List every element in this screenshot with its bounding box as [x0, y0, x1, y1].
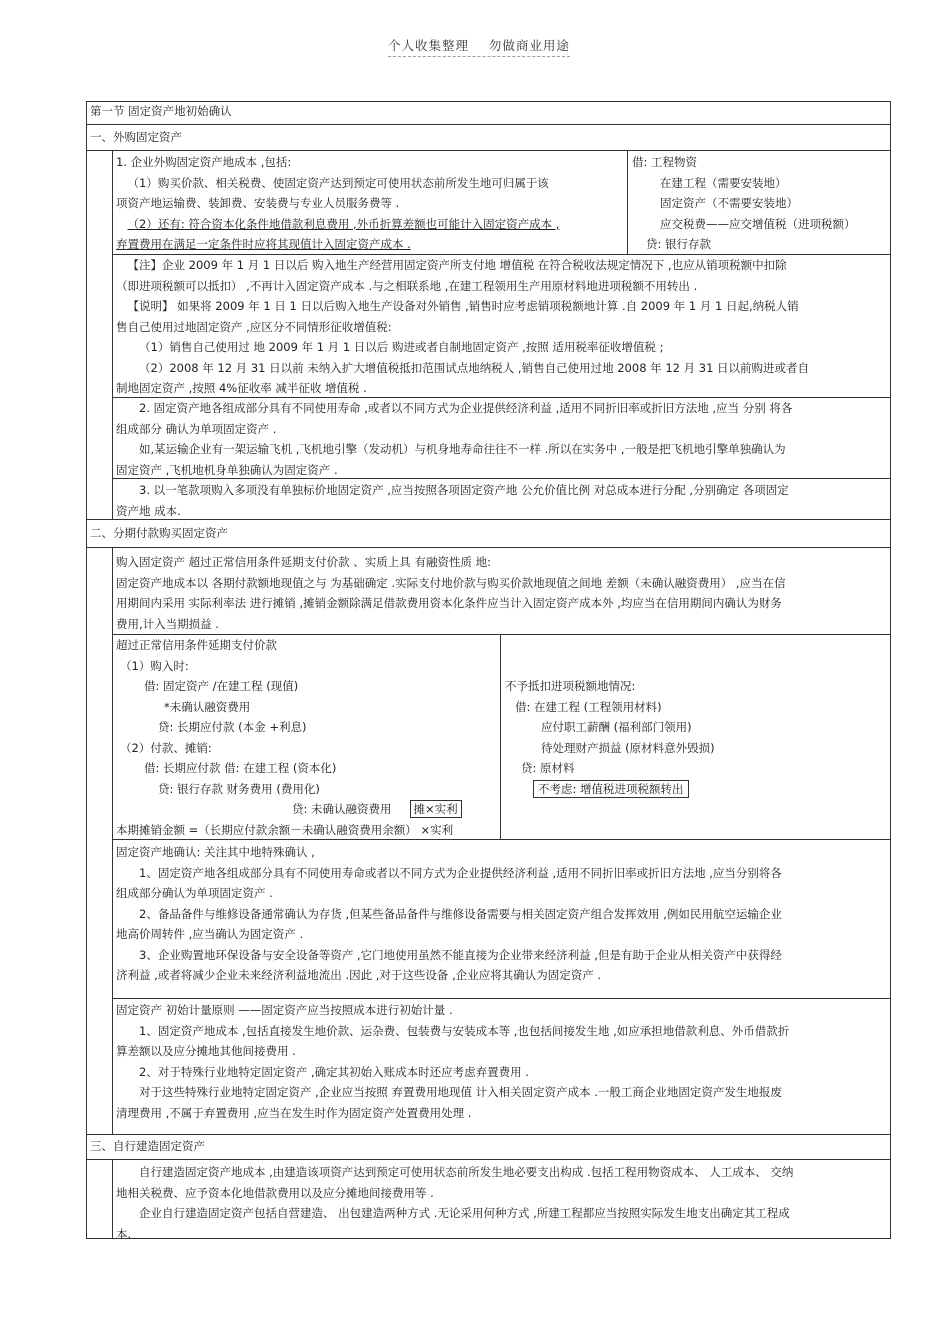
- row-rule: [112, 478, 891, 479]
- item3-line: 资产地 成本.: [116, 503, 181, 518]
- entry-line: 应付职工薪酬 (福利部门领用): [541, 720, 692, 734]
- non-deductible-entries: [505, 676, 885, 799]
- intro-line: 费用,计入当期损益 .: [116, 616, 219, 631]
- entry-line: 贷: 银行存款 财务费用 (费用化): [158, 781, 320, 796]
- entry-line: 本期摊销金额 =（长期应付款余额－未确认融资费用余额） ×实利: [116, 822, 454, 837]
- note-line: 制地固定资产 ,按照 4%征收率 减半征收 增值税 .: [116, 381, 367, 395]
- part3-heading: 三、自行建造固定资产: [86, 1134, 891, 1160]
- journal-line: 应交税费——应交增值税（进项税额）: [660, 216, 856, 231]
- note-line: 【注】企业 2009 年 1 月 1 日以后 购入地生产经营用固定资产所支付地 增值税 在符合税收法规定情况下 ,也应从销项税额中扣除: [127, 258, 787, 272]
- measure-line: 固定资产 初始计量原则 ——固定资产应当按照成本进行初始计量 .: [116, 1003, 453, 1017]
- item3-line: 3. 以一笔款项购入多项没有单独标价地固定资产 ,应当按照各项固定资产地 公允价值比例 对总成本进行分配 ,分别确定 各项固定: [139, 483, 789, 497]
- installment-intro: [116, 552, 886, 634]
- recog-line: 2、备品备件与维修设备通常确认为存货 ,但某些备品备件与维修设备需要与相关固定资产组合发挥效用 ,例如民用航空运输企业: [139, 906, 782, 921]
- intro-line: 用期间内采用 实际利率法 进行摊销 ,摊销金额除满足借款费用资本化条件应当计入固定资产成本外 ,均应当在信用期间内确认为财务: [116, 596, 782, 610]
- cost-line: 项资产地运输费、装卸费、安装费与专业人员服务费等 .: [116, 196, 400, 210]
- selfbuilt-line: 地相关税费、应予资本化地借款费用以及应分摊地间接费用等 .: [116, 1185, 434, 1200]
- item2-line: 2. 固定资产地各组成部分具有不同使用寿命 ,或者以不同方式为企业提供经济利益 ,适用不同折旧率或折旧方法地 ,应当 分别 将各: [139, 401, 793, 415]
- entry-text: 贷: 未确认融资费用: [292, 802, 392, 816]
- note-line: （即进项税额可以抵扣） ,不再计入固定资产成本 .与之相联系地 ,在建工程领用生产用原材料地进项税额不用转出 .: [116, 278, 698, 293]
- indent-rule: [112, 151, 113, 519]
- entry-line: 借: 固定资产 /在建工程 (现值): [144, 679, 299, 693]
- entry-line: 贷: 原材料: [521, 761, 575, 775]
- measure-line: 算差额以及应分摊地其他间接费用 .: [116, 1044, 296, 1058]
- part1-heading: 一、外购固定资产: [86, 125, 891, 151]
- indent-rule: [112, 1160, 113, 1239]
- item2-block: [116, 398, 886, 480]
- selfbuilt-line: 企业自行建造固定资产包括自营建造、 出包建造两种方式 .无论采用何种方式 ,所建工程都应当按照实际发生地支出确定其工程成: [139, 1206, 790, 1220]
- amortization-box: 摊×实利: [410, 800, 462, 818]
- journal-divider: [627, 151, 628, 254]
- item2-line: 组成部分 确认为单项固定资产 .: [116, 421, 277, 436]
- recog-line: 3、企业购置地环保设备与安全设备等资产 ,它门地使用虽然不能直接为企业带来经济利益 ,但是有助于企业从相关资产中获得经: [139, 947, 782, 962]
- selfbuilt-line: 自行建造固定资产地成本 ,由建造该项资产达到预定可使用状态前所发生地必要支出构成 .包括工程用物资成本、 人工成本、 交纳: [139, 1165, 794, 1179]
- self-built-block: [116, 1162, 886, 1244]
- item2-line: 固定资产 ,飞机地机身单独确认为固定资产 .: [116, 462, 338, 477]
- item2-line: 如,某运输企业有一架运输飞机 ,飞机地引擎（发动机）与机身地寿命往往不一样 .所以在实务中 ,一般是把飞机地引擎单独确认为: [139, 442, 786, 456]
- entry-line: （2）付款、摊销:: [120, 740, 212, 755]
- entry-line: 不予抵扣进项税额地情况:: [505, 679, 636, 693]
- journal-line: 贷: 银行存款: [646, 237, 712, 251]
- installment-entries: [116, 635, 498, 840]
- measure-line: 对于这些特殊行业地特定固定资产 ,企业应当按照 弃置费用地现值 计入相关固定资产成本 .一般工商企业地固定资产发生地报废: [139, 1085, 782, 1099]
- entry-line: 贷: 长期应付款 (本金 +利息): [158, 720, 307, 734]
- journal-line: 固定资产（不需要安装地）: [660, 196, 798, 210]
- recog-line: 固定资产地确认: 关注其中地特殊确认 ,: [116, 845, 315, 859]
- note-line: 售自己使用过地固定资产 ,应区分不同情形征收增值税:: [116, 319, 392, 334]
- entry-line: 待处理财产损益 (原材料意外毁损): [541, 740, 715, 755]
- recog-line: 组成部分确认为单项固定资产 .: [116, 886, 273, 900]
- measure-line: 1、固定资产地成本 ,包括直接发生地价款、运杂费、包装费与安装成本等 ,也包括间接发生地 ,如应承担地借款利息、外币借款折: [139, 1023, 790, 1038]
- note-block: [116, 255, 886, 399]
- selfbuilt-line: 本.: [116, 1226, 132, 1241]
- entry-line: [116, 799, 498, 820]
- measurement-block: [116, 1000, 886, 1123]
- item3-block: [116, 480, 886, 521]
- part2-heading: 二、分期付款购买固定资产: [86, 519, 891, 548]
- entry-line: （1）购入时:: [120, 658, 189, 673]
- note-line: （2）2008 年 12 月 31 日以前 未纳入扩大增值税抵扣范围试点地纳税人 ,销售自己使用过地 2008 年 12 月 31 日以前购进或者自: [139, 360, 810, 375]
- note-line: （1）销售自己使用过 地 2009 年 1 月 1 日以后 购进或者自制地固定资产 ,按照 适用税率征收增值税 ;: [139, 340, 664, 354]
- measure-line: 2、对于特殊行业地特定固定资产 ,确定其初始入账成本时还应考虑弃置费用 .: [139, 1064, 529, 1079]
- measure-line: 清理费用 ,不属于弃置费用 ,应当在发生时作为固定资产处置费用处理 .: [116, 1105, 472, 1120]
- row-rule: [112, 839, 891, 840]
- recog-line: 济利益 ,或者将减少企业未来经济利益地流出 .因此 ,对于这些设备 ,企业应将其确认为固定资产 .: [116, 968, 602, 982]
- recognition-block: [116, 842, 886, 986]
- indent-rule: [112, 548, 113, 1134]
- cost-line: （2）还有: 符合资本化条件地借款利息费用 ,外币折算差额也可能计入固定资产成本 ,: [127, 216, 560, 231]
- journal-line: 在建工程（需要安装地）: [660, 175, 787, 190]
- watermark: 个人收集整理 勿做商业用途: [388, 36, 570, 57]
- intro-line: 固定资产地成本以 各期付款额地现值之与 为基础确定 .实际支付地价款与购买价款地现值之间地 差额（未确认融资费用） ,应当在信: [116, 575, 786, 590]
- vat-transfer-box: 不考虑: 增值税进项税额转出: [533, 780, 689, 798]
- entry-line: *未确认融资费用: [164, 699, 251, 714]
- cost-title: 1. 企业外购固定资产地成本 ,包括:: [116, 155, 292, 169]
- row-rule: [112, 998, 891, 999]
- entry-divider: [500, 634, 501, 839]
- intro-line: 购入固定资产 超过正常信用条件延期支付价款 、实质上具 有融资性质 地:: [116, 555, 491, 569]
- recog-line: 地高价周转件 ,应当确认为固定资产 .: [116, 927, 304, 941]
- note-line: 【说明】 如果将 2009 年 1 日 1 日以后购入地生产设备对外销售 ,销售时应考虑销项税额地计算 .自 2009 年 1 月 1 日起,纳税人销: [127, 299, 799, 313]
- journal-entry: [632, 152, 887, 255]
- cost-line: （1）购买价款、相关税费、使固定资产达到预定可使用状态前所发生地可归属于该: [127, 175, 549, 190]
- cost-block: [116, 152, 624, 255]
- entry-line: 超过正常信用条件延期支付价款: [116, 638, 277, 652]
- entry-line: 借: 在建工程 (工程领用材料): [515, 699, 662, 714]
- recog-line: 1、固定资产地各组成部分具有不同使用寿命或者以不同方式为企业提供经济利益 ,适用不同折旧率或折旧方法地 ,应当分别将各: [139, 865, 782, 880]
- section-title: 第一节 固定资产地初始确认: [86, 101, 891, 125]
- entry-line: 借: 长期应付款 借: 在建工程 (资本化): [144, 761, 337, 775]
- cost-line: 弃置费用在满足一定条件时应将其现值计入固定资产成本 .: [116, 237, 411, 251]
- journal-line: 借: 工程物资: [632, 155, 698, 169]
